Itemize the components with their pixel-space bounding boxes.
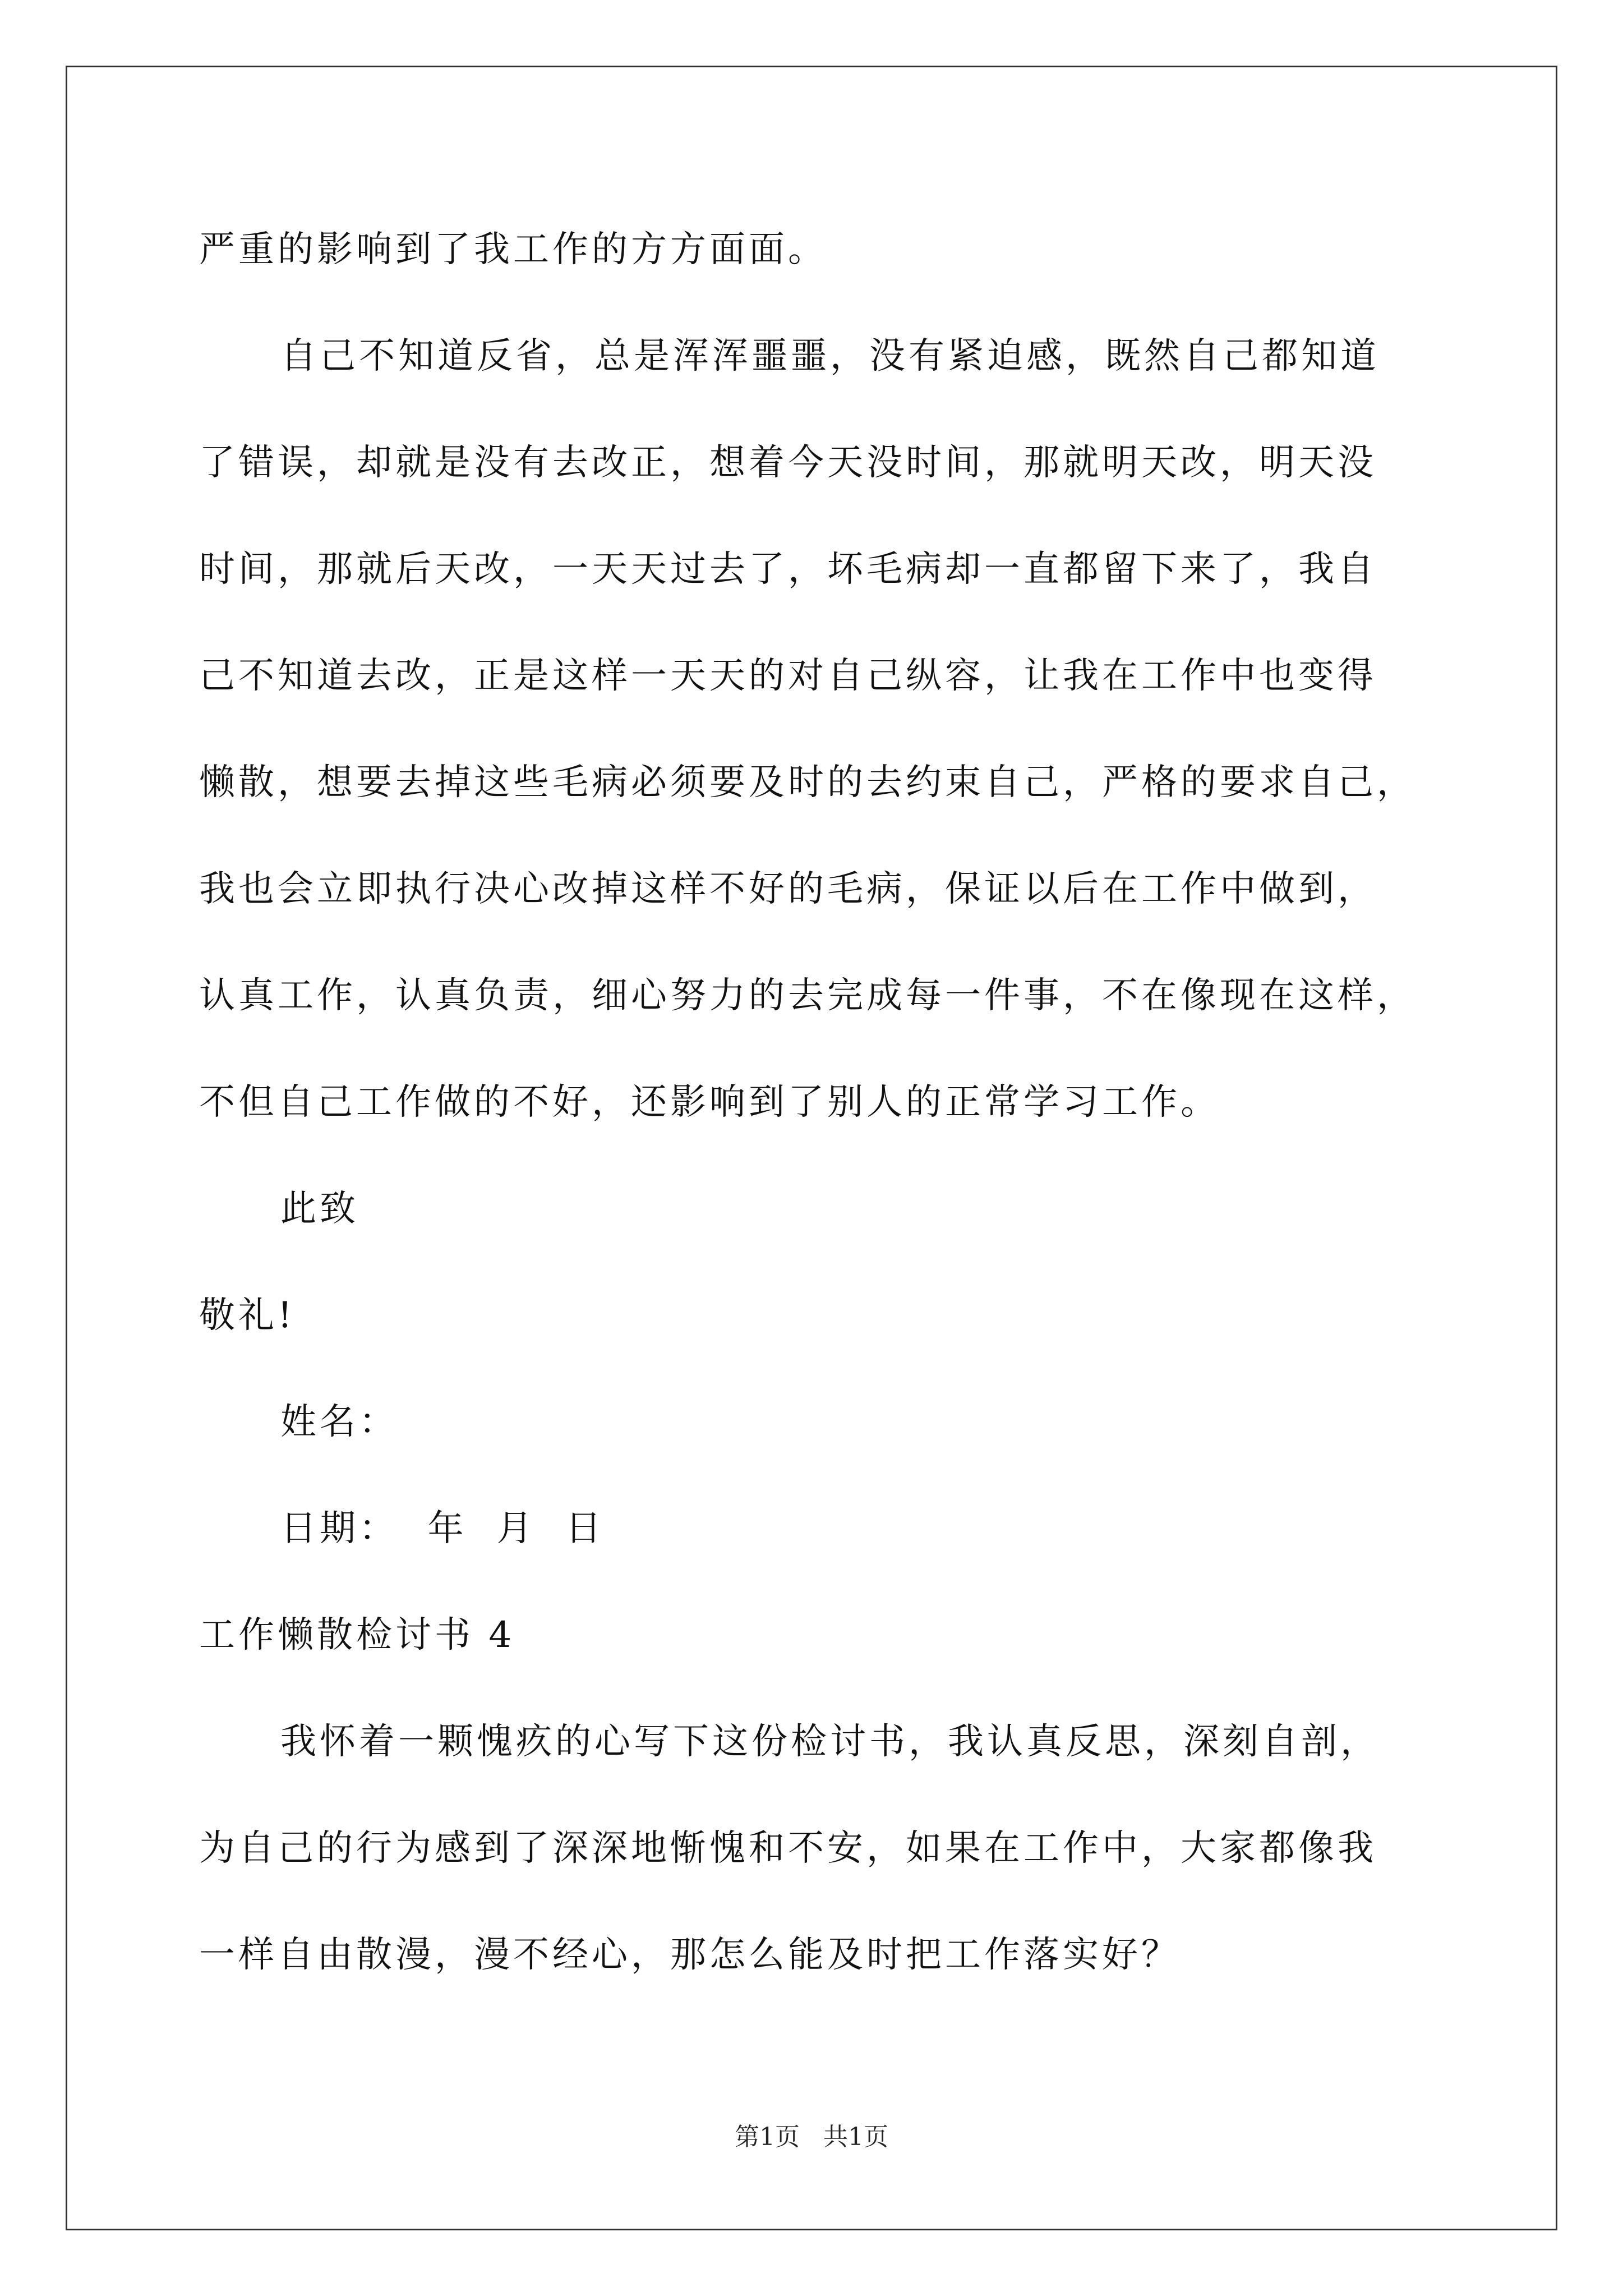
page-number: 第1页	[735, 2123, 800, 2151]
body-line: 不但自己工作做的不好，还影响到了别人的正常学习工作。	[199, 1082, 1220, 1123]
body-line: 我怀着一颗愧疚的心写下这份检讨书，我认真反思，深刻自剖，	[280, 1721, 1380, 1763]
page-border	[66, 66, 1557, 2230]
body-line: 了错误，却就是没有去改正，想着今天没时间，那就明天改，明天没	[199, 442, 1377, 484]
body-line: 时间，那就后天改，一天天过去了，坏毛病却一直都留下来了，我自	[199, 549, 1377, 590]
body-line: 我也会立即执行决心改掉这样不好的毛病，保证以后在工作中做到，	[199, 868, 1377, 910]
body-line: 一样自由散漫，漫不经心，那怎么能及时把工作落实好？	[199, 1934, 1181, 1976]
body-line: 自己不知道反省，总是浑浑噩噩，没有紧迫感，既然自己都知道	[280, 335, 1380, 377]
section-title: 工作懒散检讨书 4	[199, 1614, 515, 1656]
body-line: 己不知道去改，正是这样一天天的对自己纵容，让我在工作中也变得	[199, 655, 1377, 697]
closing: 敬礼!	[199, 1295, 296, 1336]
salutation: 此致	[280, 1188, 359, 1230]
page-total: 共1页	[823, 2123, 888, 2151]
body-line: 认真工作，认真负责，细心努力的去完成每一件事，不在像现在这样，	[199, 975, 1416, 1016]
body-line: 懒散，想要去掉这些毛病必须要及时的去约束自己，严格的要求自己，	[199, 762, 1416, 803]
name-field: 姓名：	[280, 1401, 398, 1443]
body-line: 为自己的行为感到了深深地惭愧和不安，如果在工作中，大家都像我	[199, 1828, 1377, 1869]
body-line: 严重的影响到了我工作的方方面面。	[199, 229, 827, 270]
page-footer	[0, 2122, 1623, 2153]
date-field: 日期： 年 月 日	[280, 1508, 605, 1549]
